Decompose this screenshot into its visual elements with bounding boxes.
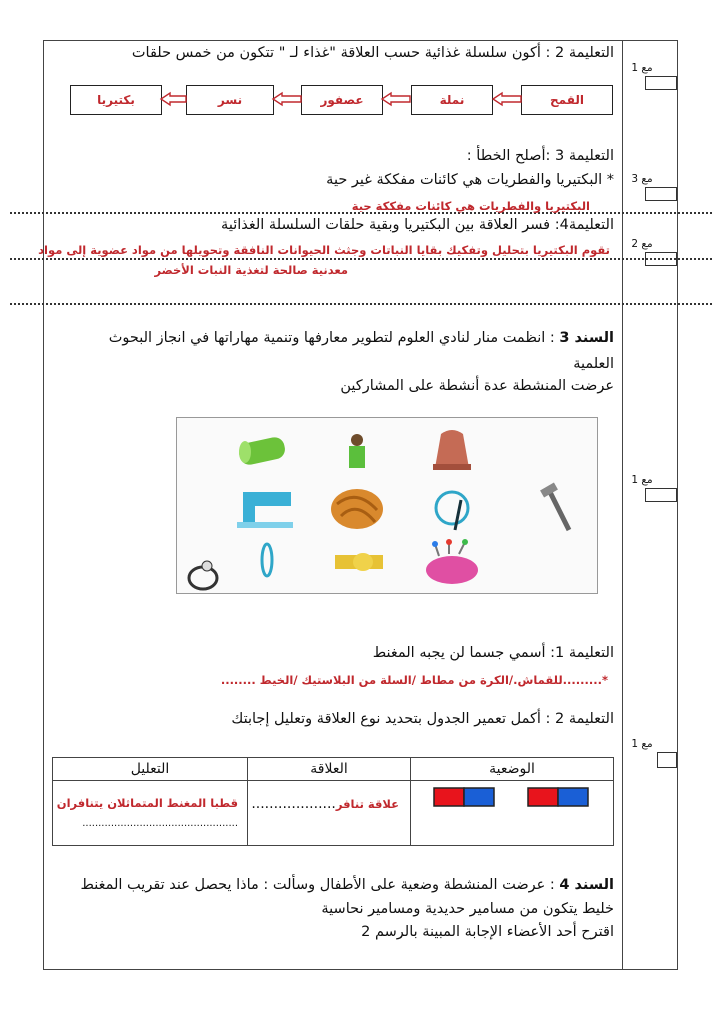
answer-dots: ...................: [251, 796, 336, 812]
answer-dots: ........: [220, 673, 260, 687]
sewing-machine-icon: [237, 492, 293, 528]
magnet-right-icon: [434, 788, 494, 806]
arrow-left-icon: [492, 93, 522, 105]
objects-image: [176, 417, 598, 594]
situation-cell: [411, 781, 614, 846]
mark-label: مع 1: [631, 62, 653, 74]
sanad-3-line-2: العلمية: [573, 356, 614, 372]
task-2-title: التعليمة 2 : أكمل تعمير الجدول بتحديد نوع العلاقة وتعليل إجابتك: [231, 711, 614, 727]
arrow-left-icon: [160, 93, 187, 105]
mark-label: مع 1: [631, 738, 653, 750]
screw-icon: [540, 483, 569, 530]
arrow-left-icon: [272, 93, 302, 105]
arrow-left-icon: [381, 93, 411, 105]
magnets-drawing: [416, 782, 612, 812]
magnifier-icon: [436, 492, 468, 530]
sanad-4-line-1: : عرضت المنشطة وضعية على الأطفال وسألت : ماذا يحصل عند تقريب المغنط: [80, 877, 555, 893]
answer-dots: .................................................: [82, 818, 238, 829]
shuttlecock-icon: [349, 434, 365, 468]
chain-label: عصفور: [320, 93, 364, 107]
sanad-4-label: السند 4: [559, 877, 614, 893]
magnet-left-icon: [528, 788, 588, 806]
explanation-line-1: تقوم البكتيريا بتحليل وتفكيك بقايا النباتات وجثث الحيوانات النافقة وتحويلها من مواد عضوية إلى مواد: [38, 243, 610, 257]
mark-box-1: [621, 62, 677, 90]
chain-box-eagle: [186, 85, 274, 115]
answer-line: [10, 258, 712, 260]
sanad-3-line-1: : انظمت منار لنادي العلوم لتطوير معارفها وتنمية مهاراتها في انجاز البحوث: [108, 330, 555, 346]
instruction-3-title: التعليمة 3 :أصلح الخطأ :: [466, 148, 614, 164]
table-header-row: [53, 758, 614, 781]
relation-table: [52, 757, 614, 846]
mark-input[interactable]: [657, 752, 677, 768]
corrected-answer: البكتيريا والفطريات هي كائنات مفككة حية: [351, 199, 590, 213]
chain-label: بكتيريا: [97, 93, 135, 107]
relation-answer: علاقة تنافر: [335, 797, 399, 811]
pin-cushion-icon: [426, 539, 478, 584]
sanad-4-text: [54, 877, 614, 893]
sanad-4-line-3: اقترح أحد الأعضاء الإجابة المبينة بالرسم 2: [361, 924, 614, 940]
explanation-line-2: معدنية صالحة لتغذية النبات الأخضر: [154, 263, 348, 277]
sanad-3-label: السند 3: [559, 330, 614, 346]
chain-box-wheat: [521, 85, 613, 115]
fabric-roll-icon: [237, 435, 287, 466]
chain-box-bacteria: [70, 85, 162, 115]
justification-answer: قطبا المغنط المتماثلان يتنافران: [56, 796, 238, 810]
tape-measure-icon: [335, 553, 383, 571]
mark-box-5: [621, 738, 677, 768]
answer-line: [10, 303, 712, 305]
sanad-3-line-3: عرضت المنشطة عدة أنشطة على المشاركين: [340, 378, 614, 394]
thimble-icon: [433, 430, 471, 470]
mark-box-4: [621, 474, 677, 502]
safety-pin-icon: [262, 544, 272, 576]
mark-box-2: [621, 173, 677, 201]
header-situation: الوضعية: [411, 758, 614, 781]
relation-cell: [248, 781, 411, 846]
justification-cell: [53, 781, 248, 846]
mark-input[interactable]: [645, 187, 677, 201]
task-1-title: التعليمة 1: أسمي جسما لن يجبه المغنط: [372, 645, 614, 661]
objects-illustration: [177, 418, 597, 593]
non-magnetic-objects-answer: [108, 673, 608, 687]
bread-icon: [331, 489, 383, 529]
instruction-4-title: التعليمة4: فسر العلاقة بين البكتيريا وبقية حلقات السلسلة الغذائية: [221, 217, 614, 233]
mark-label: مع 1: [631, 474, 653, 486]
wrong-statement: * البكتيريا والفطريات هي كائنات مفككة غير حية: [326, 172, 614, 188]
instruction-2-title: التعليمة 2 : أكون سلسلة غذائية حسب العلاقة "غذاء لـ " تتكون من خمس حلقات: [131, 45, 614, 61]
sanad-4-line-2: خليط يتكون من مسامير حديدية ومسامير نحاسية: [321, 901, 614, 917]
ring-icon: [189, 561, 217, 589]
chain-box-sparrow: [301, 85, 383, 115]
chain-label: نسر: [217, 93, 243, 107]
mark-input[interactable]: [645, 488, 677, 502]
chain-box-ant: [411, 85, 493, 115]
relation-answer-row: [249, 782, 409, 812]
chain-label: نملة: [439, 93, 465, 107]
answer-bullet: *.........: [562, 673, 608, 687]
header-relation: العلاقة: [248, 758, 411, 781]
chain-label: القمح: [550, 93, 584, 107]
header-justification: التعليل: [53, 758, 248, 781]
mark-box-3: [621, 238, 677, 266]
mark-label: مع 2: [631, 238, 653, 250]
sanad-3-text: [54, 330, 614, 346]
table-row: [53, 781, 614, 846]
mark-label: مع 3: [631, 173, 653, 185]
mark-input[interactable]: [645, 76, 677, 90]
non-magnetic-objects-text: للقماش./الكرة من مطاط /السلة من البلاستيك /الخيط: [259, 673, 563, 687]
